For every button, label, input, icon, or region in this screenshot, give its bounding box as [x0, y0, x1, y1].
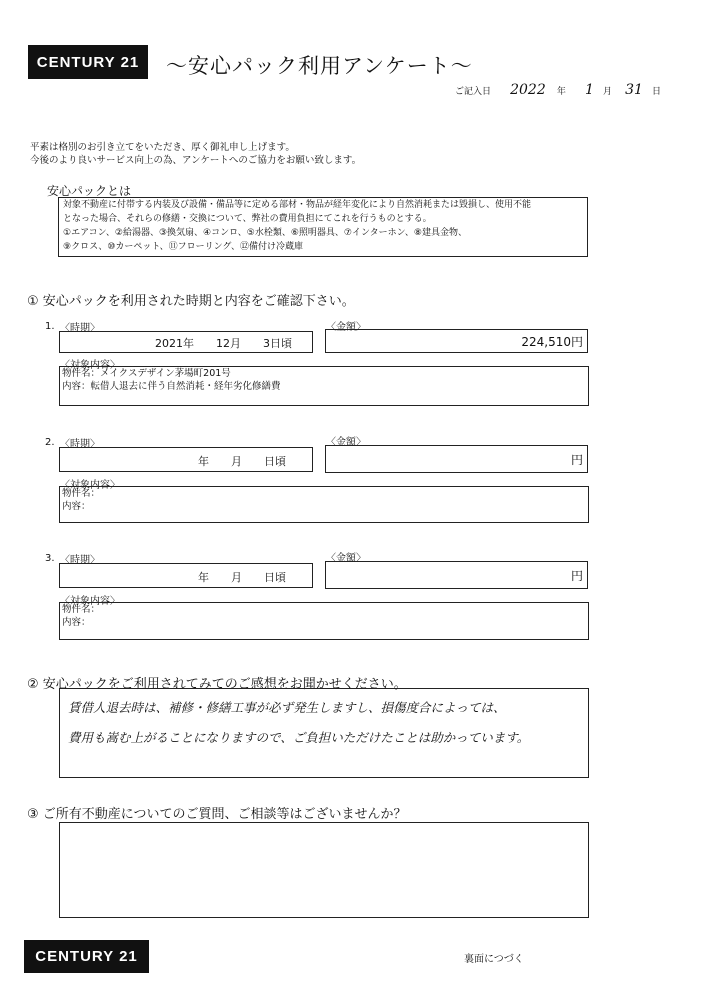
- entry-2-content: 内容：: [62, 501, 91, 512]
- entry-2-period-field[interactable]: [59, 447, 313, 472]
- anshin-heading: 安心パックとは: [47, 184, 132, 198]
- q2-heading: ② 安心パックをご利用されてみてのご感想をお聞かせください。: [27, 677, 407, 692]
- entry-date: [455, 79, 700, 99]
- footer-brand-logo: CENTURY 21: [24, 940, 149, 973]
- anshin-line: 対象不動産に付帯する内装及び設備・備品等に定める部材・物品が経年変化により自然消耗または毀損し、使用不能: [63, 200, 532, 210]
- intro-line: 平素は格別のお引き立てをいただき、厚く御礼申し上げます。: [30, 142, 295, 153]
- entry-3-period-value: 年 月 日頃: [198, 571, 286, 584]
- entry-3-target-field[interactable]: [59, 602, 589, 640]
- q2-answer-field[interactable]: [59, 688, 589, 778]
- page-title: 〜安心パック利用アンケート〜: [166, 54, 473, 78]
- entry-1-period-field[interactable]: [59, 331, 313, 353]
- entry-3-content: 内容：: [62, 617, 91, 628]
- entry-3-target-label: 〈対象内容〉: [60, 596, 120, 607]
- entry-date-label: ご記入日: [455, 87, 492, 97]
- q2-answer-line: 費用も嵩む上がることになりますので、ご負担いただけたことは助かっています。: [68, 730, 530, 745]
- entry-2-property: 物件名：: [62, 488, 101, 499]
- entry-3-amount-label: 〈金額〉: [326, 553, 366, 564]
- entry-3-amount-field[interactable]: [325, 561, 588, 589]
- entry-date-day: 31: [625, 82, 643, 98]
- entry-date-year: 2022: [510, 82, 546, 98]
- entry-1-content: 内容：転借人退去に伴う自然消耗・経年劣化修繕費: [62, 381, 281, 392]
- entry-date-year-unit: 年: [556, 87, 566, 97]
- entry-date-month-unit: 月: [602, 87, 612, 97]
- q1-heading: ① 安心パックを利用された時期と内容をご確認下さい。: [27, 294, 355, 309]
- entry-3-period-label: 〈時期〉: [60, 555, 100, 566]
- entry-1-period-value: 2021年 12月 3日頃: [155, 337, 292, 350]
- entry-2-amount-value: 円: [570, 453, 583, 467]
- entry-date-month: 1: [584, 82, 594, 98]
- entry-2-period-label: 〈時期〉: [60, 439, 100, 450]
- entry-1-amount-label: 〈金額〉: [326, 322, 366, 333]
- entry-1-period-label: 〈時期〉: [60, 323, 100, 334]
- entry-2-period-value: 年 月 日頃: [198, 455, 286, 468]
- anshin-box: [58, 197, 588, 257]
- entry-date-day-unit: 日: [652, 87, 662, 97]
- continue-note: 裏面につづく: [464, 954, 524, 965]
- entry-3-amount-value: 円: [570, 569, 583, 583]
- brand-logo: CENTURY 21: [28, 45, 148, 79]
- intro-line: 今後のより良いサービス向上の為、アンケートへのご協力をお願い致します。: [30, 155, 362, 166]
- entry-2-target-field[interactable]: [59, 486, 589, 523]
- entry-3-period-field[interactable]: [59, 563, 313, 588]
- entry-2-amount-label: 〈金額〉: [326, 437, 366, 448]
- q3-answer-field[interactable]: [59, 822, 589, 918]
- entry-3-property: 物件名：: [62, 604, 101, 615]
- entry-1-property: 物件名：メイクスデザイン茅場町201号: [62, 368, 231, 379]
- intro: [30, 141, 361, 167]
- entry-2-number: 2.: [45, 437, 55, 448]
- entry-1-target-field[interactable]: [59, 366, 589, 406]
- entry-3-number: 3.: [45, 553, 55, 564]
- entry-2-target-label: 〈対象内容〉: [60, 480, 120, 491]
- entry-1-amount-value: 224,510円: [521, 335, 583, 349]
- q3-heading: ③ ご所有不動産についてのご質問、ご相談等はございませんか？: [27, 807, 407, 822]
- q2-answer-line: 賃借人退去時は、補修・修繕工事が必ず発生しますし、損傷度合によっては、: [68, 700, 506, 715]
- anshin-line: ①エアコン、②給湯器、③換気扇、④コンロ、⑤水栓類、⑥照明器具、⑦インターホン、⑧建具金物、: [63, 228, 467, 238]
- entry-2-amount-field[interactable]: [325, 445, 588, 473]
- entry-1-amount-field[interactable]: [325, 329, 588, 353]
- anshin-line: ⑨クロス、⑩カーペット、⑪フローリング、⑫備付け冷蔵庫: [63, 242, 304, 252]
- entry-1-number: 1.: [45, 321, 55, 332]
- entry-1-target-label: 〈対象内容〉: [60, 360, 120, 371]
- anshin-line: となった場合、それらの修繕・交換について、弊社の費用負担にてこれを行うものとする。: [63, 214, 432, 224]
